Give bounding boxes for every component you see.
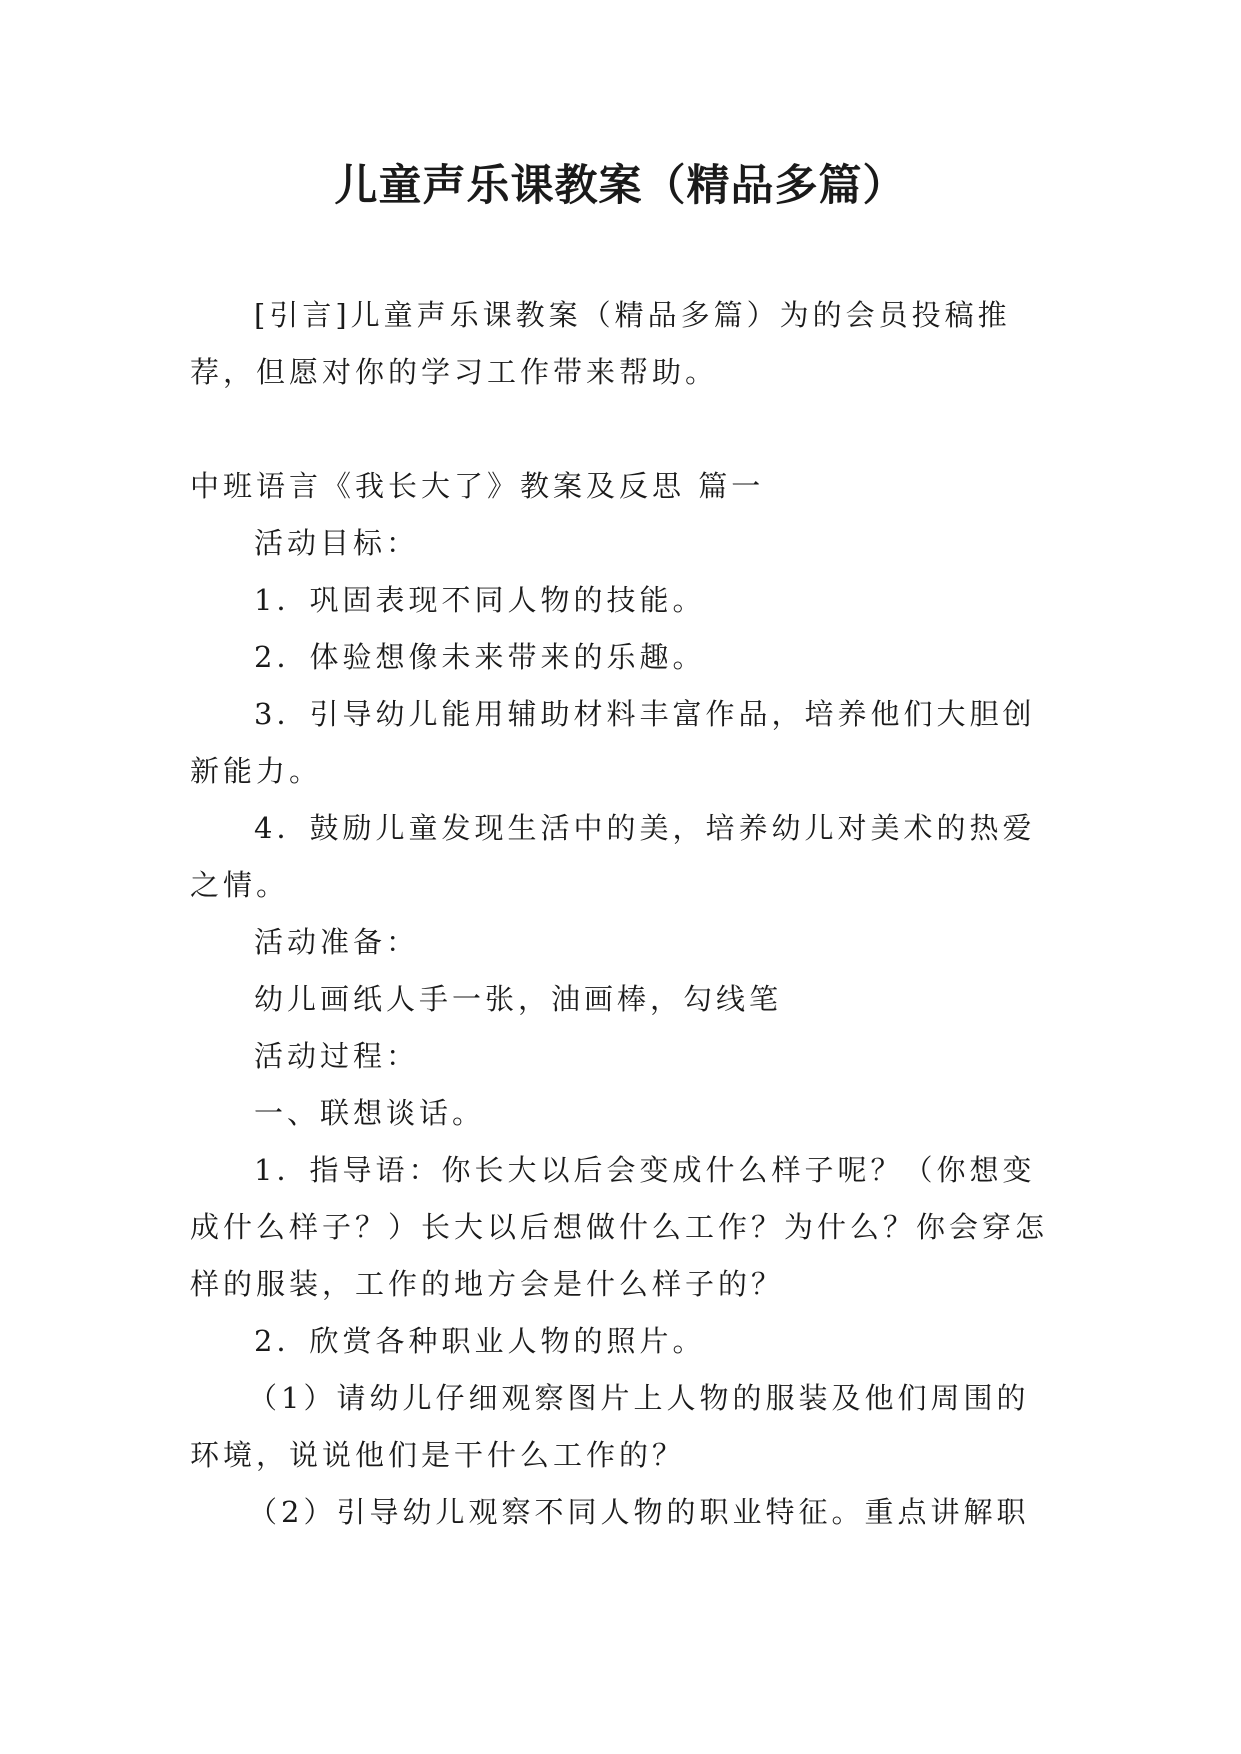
spacer (190, 401, 1050, 458)
paragraph: （1）请幼儿仔细观察图片上人物的服装及他们周围的环境，说说他们是干什么工作的？ (190, 1381, 1030, 1472)
paragraph: 一、联想谈话。 (254, 1096, 486, 1130)
paragraph: 活动目标： (254, 526, 420, 560)
paragraph: 活动过程： (254, 1039, 420, 1073)
paragraph: 1．指导语：你长大以后会变成什么样子呢？（你想变成什么样子？）长大以后想做什么工作？为什么？你会穿怎样的服装，工作的地方会是什么样子的？ (190, 1153, 1049, 1301)
paragraph: 幼儿画纸人手一张，油画棒，勾线笔 (254, 982, 783, 1016)
paragraph: 3．引导幼儿能用辅助材料丰富作品，培养他们大胆创新能力。 (190, 697, 1036, 788)
paragraph: 2．欣赏各种职业人物的照片。 (254, 1324, 706, 1358)
paragraph: 2．体验想像未来带来的乐趣。 (254, 640, 706, 674)
document-title: 儿童声乐课教案（精品多篇） (334, 161, 907, 211)
document-body (190, 287, 1050, 1541)
paragraph: 4．鼓励儿童发现生活中的美，培养幼儿对美术的热爱之情。 (190, 811, 1036, 902)
paragraph: 1．巩固表现不同人物的技能。 (254, 583, 706, 617)
paragraph: （2）引导幼儿观察不同人物的职业特征。重点讲解职 (248, 1495, 1030, 1529)
section-heading: 中班语言《我长大了》教案及反思 篇一 (190, 469, 765, 503)
paragraph: 活动准备： (254, 925, 420, 959)
intro-paragraph: [引言]儿童声乐课教案（精品多篇）为的会员投稿推荐，但愿对你的学习工作带来帮助。 (190, 298, 1011, 389)
